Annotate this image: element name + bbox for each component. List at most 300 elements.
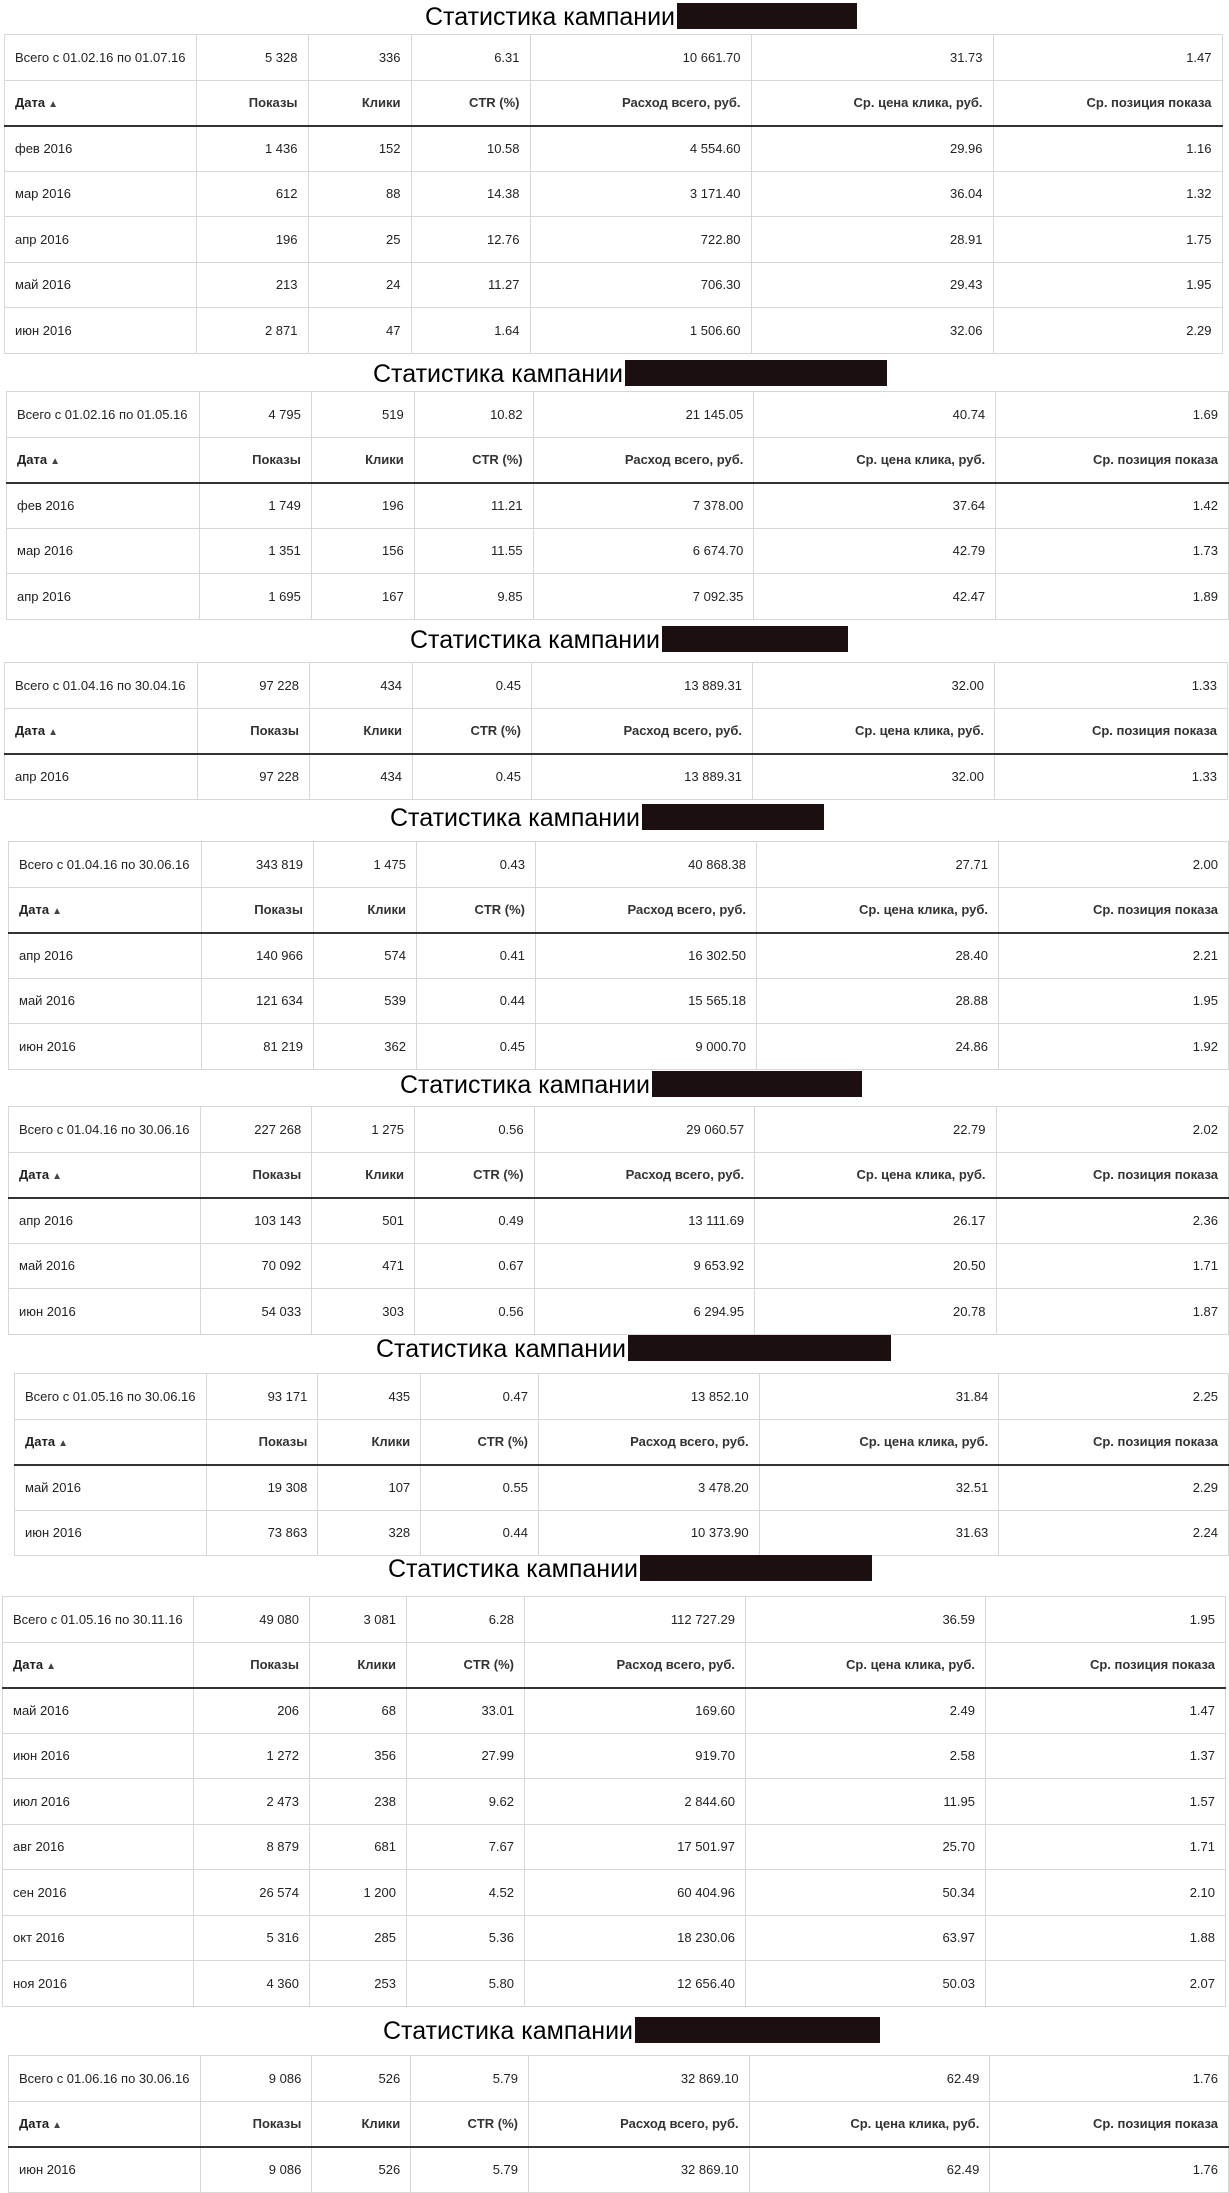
column-header[interactable]: Клики [312, 2101, 411, 2147]
value-cell: 28.88 [757, 978, 999, 1024]
table-row [9, 933, 1229, 979]
table-row [5, 754, 1228, 800]
month-cell: фев 2016 [7, 483, 200, 529]
total-cell: 31.73 [751, 35, 993, 81]
value-cell: 36.04 [751, 171, 993, 217]
value-cell: 4.52 [407, 1870, 525, 1916]
total-row [9, 1107, 1229, 1153]
column-header[interactable] [5, 80, 197, 126]
value-cell: 8 879 [194, 1824, 310, 1870]
value-cell: 14.38 [411, 171, 530, 217]
total-cell: 526 [312, 2056, 411, 2102]
month-cell: июн 2016 [9, 2147, 201, 2193]
sort-ascending-icon: ▲ [48, 727, 58, 738]
redacted-site-name [635, 2017, 880, 2043]
value-cell: 238 [310, 1779, 407, 1825]
month-cell: июн 2016 [3, 1733, 194, 1779]
column-header[interactable]: Расход всего, руб. [538, 1419, 759, 1465]
value-cell: 7.67 [407, 1824, 525, 1870]
total-row [3, 1597, 1226, 1643]
value-cell: 1 200 [310, 1870, 407, 1916]
column-header[interactable]: Клики [310, 1642, 407, 1688]
value-cell: 0.45 [413, 754, 532, 800]
month-cell: фев 2016 [5, 126, 197, 172]
table-row [5, 217, 1223, 263]
campaign-title-text: Статистика кампании [410, 626, 660, 654]
table-row [9, 1243, 1229, 1289]
column-header[interactable]: Показы [196, 80, 308, 126]
value-cell: 20.50 [755, 1243, 996, 1289]
column-header[interactable] [15, 1419, 207, 1465]
header-row [9, 1152, 1229, 1198]
column-header-label: Дата [19, 1167, 50, 1182]
column-header-label: Дата [15, 723, 46, 738]
column-header[interactable]: Клики [312, 1152, 415, 1198]
value-cell: 1.71 [996, 1243, 1228, 1289]
value-cell: 10 373.90 [538, 1510, 759, 1556]
total-cell: 10.82 [414, 392, 533, 438]
sort-ascending-icon: ▲ [52, 906, 62, 917]
table-row [5, 262, 1223, 308]
value-cell: 17 501.97 [525, 1824, 746, 1870]
stats-table [8, 2055, 1229, 2193]
value-cell: 47 [308, 308, 411, 354]
value-cell: 0.55 [421, 1465, 539, 1511]
value-cell: 1.32 [993, 171, 1222, 217]
month-cell: авг 2016 [3, 1824, 194, 1870]
value-cell: 1.71 [986, 1824, 1226, 1870]
table-row [9, 1198, 1229, 1244]
column-header[interactable]: Ср. цена клика, руб. [749, 2101, 990, 2147]
stats-table [4, 34, 1223, 354]
total-period-cell: Всего с 01.05.16 по 30.06.16 [15, 1374, 207, 1420]
column-header[interactable] [9, 2101, 201, 2147]
value-cell: 253 [310, 1961, 407, 2007]
value-cell: 612 [196, 171, 308, 217]
table-row [9, 1289, 1229, 1335]
column-header[interactable]: Ср. цена клика, руб. [757, 887, 999, 933]
value-cell: 0.44 [421, 1510, 539, 1556]
value-cell: 32.51 [759, 1465, 999, 1511]
column-header[interactable]: Показы [200, 1152, 312, 1198]
value-cell: 27.99 [407, 1733, 525, 1779]
value-cell: 18 230.06 [525, 1915, 746, 1961]
total-cell: 10 661.70 [530, 35, 751, 81]
total-cell: 32 869.10 [529, 2056, 750, 2102]
total-cell: 4 795 [199, 392, 311, 438]
total-period-cell: Всего с 01.04.16 по 30.06.16 [9, 842, 202, 888]
stats-table [8, 841, 1229, 1070]
column-header[interactable]: CTR (%) [421, 1419, 539, 1465]
month-cell: май 2016 [5, 262, 197, 308]
month-cell: мар 2016 [7, 528, 200, 574]
total-cell: 343 819 [202, 842, 314, 888]
value-cell: 539 [314, 978, 417, 1024]
value-cell: 42.47 [754, 574, 996, 620]
value-cell: 919.70 [525, 1733, 746, 1779]
value-cell: 2.24 [999, 1510, 1229, 1556]
total-cell: 13 852.10 [538, 1374, 759, 1420]
sort-ascending-icon: ▲ [52, 1171, 62, 1182]
column-header[interactable]: CTR (%) [411, 2101, 529, 2147]
month-cell: окт 2016 [3, 1915, 194, 1961]
campaign-title-text: Статистика кампании [383, 2017, 633, 2045]
value-cell: 24.86 [757, 1024, 999, 1070]
total-cell: 36.59 [746, 1597, 986, 1643]
column-header[interactable]: Ср. позиция показа [990, 2101, 1229, 2147]
month-cell: май 2016 [3, 1688, 194, 1734]
column-header[interactable]: Ср. позиция показа [996, 437, 1229, 483]
campaign-title [388, 1552, 872, 1586]
column-header[interactable]: Расход всего, руб. [532, 708, 753, 754]
value-cell: 32.00 [753, 754, 995, 800]
total-cell: 93 171 [206, 1374, 318, 1420]
total-period-cell: Всего с 01.05.16 по 30.11.16 [3, 1597, 194, 1643]
redacted-site-name [625, 360, 887, 386]
table-row [5, 126, 1223, 172]
column-header-label: Дата [13, 1657, 44, 1672]
column-header[interactable]: Показы [194, 1642, 310, 1688]
value-cell: 15 565.18 [536, 978, 757, 1024]
value-cell: 501 [312, 1198, 415, 1244]
total-period-cell: Всего с 01.06.16 по 30.06.16 [9, 2056, 201, 2102]
value-cell: 88 [308, 171, 411, 217]
table-row [15, 1510, 1229, 1556]
redacted-site-name [642, 804, 824, 830]
column-header[interactable]: CTR (%) [414, 1152, 534, 1198]
column-header[interactable] [9, 887, 202, 933]
value-cell: 5 316 [194, 1915, 310, 1961]
campaign-title [373, 357, 887, 391]
redacted-site-name [677, 3, 857, 29]
value-cell: 213 [196, 262, 308, 308]
campaign-title [410, 623, 848, 657]
value-cell: 7 378.00 [533, 483, 754, 529]
value-cell: 2 844.60 [525, 1779, 746, 1825]
value-cell: 29.96 [751, 126, 993, 172]
column-header[interactable]: Показы [199, 437, 311, 483]
month-cell: апр 2016 [5, 217, 197, 263]
value-cell: 121 634 [202, 978, 314, 1024]
total-cell: 6.31 [411, 35, 530, 81]
value-cell: 10.58 [411, 126, 530, 172]
value-cell: 1 506.60 [530, 308, 751, 354]
month-cell: мар 2016 [5, 171, 197, 217]
column-header[interactable]: Ср. цена клика, руб. [751, 80, 993, 126]
value-cell: 196 [311, 483, 414, 529]
month-cell: сен 2016 [3, 1870, 194, 1916]
value-cell: 196 [196, 217, 308, 263]
value-cell: 1.75 [993, 217, 1222, 263]
campaign-title [425, 0, 857, 34]
table-row [5, 171, 1223, 217]
column-header[interactable]: CTR (%) [413, 708, 532, 754]
value-cell: 206 [194, 1688, 310, 1734]
value-cell: 156 [311, 528, 414, 574]
month-cell: май 2016 [9, 1243, 201, 1289]
total-cell: 31.84 [759, 1374, 999, 1420]
total-row [9, 2056, 1229, 2102]
column-header[interactable]: Показы [198, 708, 310, 754]
value-cell: 140 966 [202, 933, 314, 979]
column-header[interactable]: Ср. цена клика, руб. [753, 708, 995, 754]
value-cell: 722.80 [530, 217, 751, 263]
column-header[interactable]: CTR (%) [407, 1642, 525, 1688]
total-cell: 1.33 [995, 663, 1228, 709]
value-cell: 97 228 [198, 754, 310, 800]
value-cell: 60 404.96 [525, 1870, 746, 1916]
column-header[interactable] [3, 1642, 194, 1688]
value-cell: 1.64 [411, 308, 530, 354]
total-cell: 3 081 [310, 1597, 407, 1643]
value-cell: 2.07 [986, 1961, 1226, 2007]
value-cell: 4 554.60 [530, 126, 751, 172]
value-cell: 2.10 [986, 1870, 1226, 1916]
value-cell: 73 863 [206, 1510, 318, 1556]
column-header-label: Дата [15, 95, 46, 110]
column-header[interactable]: Ср. позиция показа [996, 1152, 1228, 1198]
value-cell: 2.58 [746, 1733, 986, 1779]
campaign-title-text: Статистика кампании [376, 1335, 626, 1363]
stats-table [4, 662, 1228, 800]
total-cell: 40 868.38 [536, 842, 757, 888]
value-cell: 152 [308, 126, 411, 172]
value-cell: 328 [318, 1510, 421, 1556]
column-header[interactable]: Расход всего, руб. [536, 887, 757, 933]
column-header[interactable]: Ср. цена клика, руб. [759, 1419, 999, 1465]
value-cell: 1.88 [986, 1915, 1226, 1961]
total-cell: 112 727.29 [525, 1597, 746, 1643]
value-cell: 1.92 [999, 1024, 1229, 1070]
table-row [3, 1688, 1226, 1734]
value-cell: 42.79 [754, 528, 996, 574]
value-cell: 9 653.92 [534, 1243, 754, 1289]
total-period-cell: Всего с 01.04.16 по 30.06.16 [9, 1107, 201, 1153]
table-row [7, 574, 1229, 620]
value-cell: 37.64 [754, 483, 996, 529]
table-row [3, 1915, 1226, 1961]
total-row [15, 1374, 1229, 1420]
value-cell: 1.57 [986, 1779, 1226, 1825]
header-row [7, 437, 1229, 483]
value-cell: 29.43 [751, 262, 993, 308]
total-cell: 1 275 [312, 1107, 415, 1153]
column-header[interactable]: Клики [310, 708, 413, 754]
value-cell: 2.21 [999, 933, 1229, 979]
total-cell: 1.47 [993, 35, 1222, 81]
campaign-title [390, 801, 824, 835]
value-cell: 285 [310, 1915, 407, 1961]
value-cell: 2 871 [196, 308, 308, 354]
column-header[interactable]: Ср. позиция показа [999, 1419, 1229, 1465]
value-cell: 434 [310, 754, 413, 800]
month-cell: ноя 2016 [3, 1961, 194, 2007]
value-cell: 1 749 [199, 483, 311, 529]
total-period-cell: Всего с 01.02.16 по 01.05.16 [7, 392, 200, 438]
table-row [9, 1024, 1229, 1070]
campaign-title-text: Статистика кампании [373, 360, 623, 388]
total-cell: 40.74 [754, 392, 996, 438]
campaign-title [400, 1068, 862, 1102]
value-cell: 303 [312, 1289, 415, 1335]
column-header[interactable]: Показы [202, 887, 314, 933]
total-cell: 0.56 [414, 1107, 534, 1153]
total-cell: 435 [318, 1374, 421, 1420]
total-cell: 1.69 [996, 392, 1229, 438]
value-cell: 28.40 [757, 933, 999, 979]
value-cell: 68 [310, 1688, 407, 1734]
value-cell: 63.97 [746, 1915, 986, 1961]
total-cell: 0.43 [417, 842, 536, 888]
value-cell: 1.76 [990, 2147, 1229, 2193]
total-cell: 6.28 [407, 1597, 525, 1643]
column-header[interactable]: Ср. позиция показа [993, 80, 1222, 126]
table-row [3, 1733, 1226, 1779]
column-header[interactable]: Расход всего, руб. [533, 437, 754, 483]
header-row [9, 2101, 1229, 2147]
value-cell: 32 869.10 [529, 2147, 750, 2193]
value-cell: 12.76 [411, 217, 530, 263]
total-cell: 49 080 [194, 1597, 310, 1643]
column-header-label: Дата [25, 1434, 56, 1449]
redacted-site-name [662, 626, 848, 652]
value-cell: 11.95 [746, 1779, 986, 1825]
header-row [5, 80, 1223, 126]
redacted-site-name [628, 1335, 891, 1361]
column-header[interactable]: Ср. позиция показа [995, 708, 1228, 754]
redacted-site-name [652, 1071, 862, 1097]
value-cell: 0.49 [414, 1198, 534, 1244]
column-header[interactable]: Клики [311, 437, 414, 483]
value-cell: 356 [310, 1733, 407, 1779]
value-cell: 103 143 [200, 1198, 312, 1244]
table-row [5, 308, 1223, 354]
value-cell: 1.73 [996, 528, 1229, 574]
total-cell: 2.02 [996, 1107, 1228, 1153]
column-header[interactable]: Расход всего, руб. [530, 80, 751, 126]
total-period-cell: Всего с 01.02.16 по 01.07.16 [5, 35, 197, 81]
total-cell: 5.79 [411, 2056, 529, 2102]
month-cell: июл 2016 [3, 1779, 194, 1825]
total-cell: 2.25 [999, 1374, 1229, 1420]
value-cell: 167 [311, 574, 414, 620]
column-header[interactable] [5, 708, 198, 754]
column-header[interactable]: Клики [308, 80, 411, 126]
column-header[interactable] [7, 437, 200, 483]
header-row [5, 708, 1228, 754]
total-cell: 0.47 [421, 1374, 539, 1420]
month-cell: июн 2016 [15, 1510, 207, 1556]
value-cell: 6 294.95 [534, 1289, 754, 1335]
column-header[interactable]: CTR (%) [414, 437, 533, 483]
column-header[interactable]: Ср. цена клика, руб. [746, 1642, 986, 1688]
column-header[interactable]: Ср. цена клика, руб. [754, 437, 996, 483]
column-header-label: Дата [19, 902, 50, 917]
value-cell: 4 360 [194, 1961, 310, 2007]
value-cell: 6 674.70 [533, 528, 754, 574]
value-cell: 2.36 [996, 1198, 1228, 1244]
value-cell: 5.36 [407, 1915, 525, 1961]
table-row [9, 978, 1229, 1024]
value-cell: 81 219 [202, 1024, 314, 1070]
column-header[interactable]: Расход всего, руб. [534, 1152, 754, 1198]
table-row [3, 1961, 1226, 2007]
column-header[interactable]: Ср. цена клика, руб. [755, 1152, 996, 1198]
value-cell: 1.33 [995, 754, 1228, 800]
table-row [9, 2147, 1229, 2193]
column-header[interactable]: Клики [314, 887, 417, 933]
total-cell: 1.76 [990, 2056, 1229, 2102]
stats-table [8, 1106, 1229, 1335]
value-cell: 362 [314, 1024, 417, 1070]
value-cell: 1 436 [196, 126, 308, 172]
column-header-label: Дата [17, 452, 48, 467]
table-row [7, 528, 1229, 574]
value-cell: 2.29 [993, 308, 1222, 354]
column-header[interactable]: Клики [318, 1419, 421, 1465]
column-header[interactable]: Расход всего, руб. [529, 2101, 750, 2147]
total-cell: 2.00 [999, 842, 1229, 888]
value-cell: 50.34 [746, 1870, 986, 1916]
value-cell: 28.91 [751, 217, 993, 263]
total-row [7, 392, 1229, 438]
total-cell: 13 889.31 [532, 663, 753, 709]
column-header[interactable]: CTR (%) [417, 887, 536, 933]
total-cell: 62.49 [749, 2056, 990, 2102]
total-cell: 227 268 [200, 1107, 312, 1153]
value-cell: 1.37 [986, 1733, 1226, 1779]
value-cell: 2 473 [194, 1779, 310, 1825]
value-cell: 1.16 [993, 126, 1222, 172]
value-cell: 26.17 [755, 1198, 996, 1244]
value-cell: 2.29 [999, 1465, 1229, 1511]
value-cell: 3 478.20 [538, 1465, 759, 1511]
value-cell: 1.47 [986, 1688, 1226, 1734]
value-cell: 574 [314, 933, 417, 979]
total-cell: 27.71 [757, 842, 999, 888]
value-cell: 706.30 [530, 262, 751, 308]
sort-ascending-icon: ▲ [48, 99, 58, 110]
value-cell: 0.56 [414, 1289, 534, 1335]
column-header[interactable]: Показы [206, 1419, 318, 1465]
value-cell: 54 033 [200, 1289, 312, 1335]
total-cell: 32.00 [753, 663, 995, 709]
value-cell: 33.01 [407, 1688, 525, 1734]
month-cell: май 2016 [15, 1465, 207, 1511]
campaign-title [376, 1332, 891, 1366]
month-cell: апр 2016 [9, 1198, 201, 1244]
value-cell: 62.49 [749, 2147, 990, 2193]
value-cell: 2.49 [746, 1688, 986, 1734]
column-header[interactable]: Показы [200, 2101, 312, 2147]
column-header[interactable] [9, 1152, 201, 1198]
value-cell: 9 086 [200, 2147, 312, 2193]
campaign-title-text: Статистика кампании [425, 3, 675, 31]
column-header[interactable]: CTR (%) [411, 80, 530, 126]
value-cell: 19 308 [206, 1465, 318, 1511]
column-header-label: Дата [19, 2116, 50, 2131]
value-cell: 11.21 [414, 483, 533, 529]
campaign-title-text: Статистика кампании [400, 1071, 650, 1099]
header-row [9, 887, 1229, 933]
column-header[interactable]: Ср. позиция показа [999, 887, 1229, 933]
column-header[interactable]: Расход всего, руб. [525, 1642, 746, 1688]
value-cell: 31.63 [759, 1510, 999, 1556]
value-cell: 11.55 [414, 528, 533, 574]
total-row [9, 842, 1229, 888]
value-cell: 25 [308, 217, 411, 263]
column-header[interactable]: Ср. позиция показа [986, 1642, 1226, 1688]
